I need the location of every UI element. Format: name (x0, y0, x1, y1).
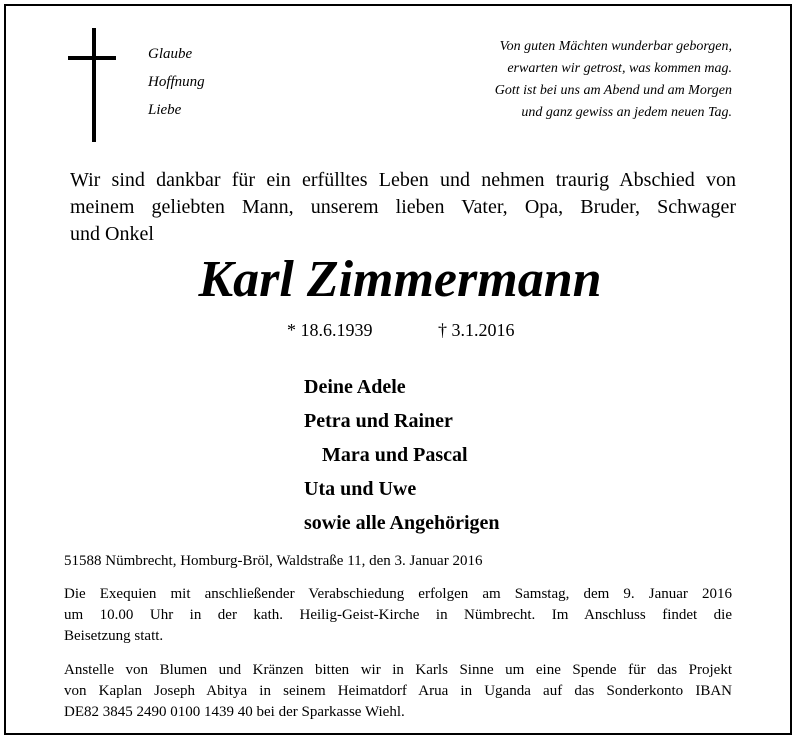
family-member: Uta und Uwe (304, 478, 417, 500)
faith-word: Glaube (148, 46, 193, 62)
birth-date: * 18.6.1939 (287, 320, 373, 340)
family-list (304, 370, 500, 540)
obituary-notice (4, 4, 792, 735)
donation-line: DE82 3845 2490 0100 1439 40 bei der Sparkasse Wiehl. (64, 704, 405, 720)
poem-line: Von guten Mächten wunderbar geborgen, (499, 39, 732, 54)
ceremony-line: Beisetzung statt. (64, 628, 164, 644)
ceremony-line: Die Exequien mit anschließender Verabschiedung erfolgen am Samstag, dem 9. Januar 2016 (64, 586, 732, 602)
family-member: Petra und Rainer (304, 410, 453, 432)
intro-line: Wir sind dankbar für ein erfülltes Leben und nehmen traurig Abschied von (70, 169, 736, 191)
donation-line: von Kaplan Joseph Abitya in seinem Heimatdorf Arua in Uganda auf das Sonderkonto IBAN (64, 683, 732, 699)
faith-word: Liebe (148, 102, 182, 118)
intro-line: und Onkel (70, 223, 154, 245)
family-member: Mara und Pascal (322, 444, 468, 466)
donation-line: Anstelle von Blumen und Kränzen bitten wir in Karls Sinne um eine Spende für das Projekt (64, 662, 732, 678)
ceremony-line: um 10.00 Uhr in der kath. Heilig-Geist-Kirche in Nümbrecht. Im Anschluss findet die (64, 607, 732, 623)
donation-paragraph (64, 660, 732, 723)
faith-words (148, 40, 205, 124)
place-date: 51588 Nümbrecht, Homburg-Bröl, Waldstraße 11, den 3. Januar 2016 (64, 553, 483, 569)
faith-word: Hoffnung (148, 74, 205, 90)
family-member: Deine Adele (304, 376, 406, 398)
death-date: † 3.1.2016 (438, 320, 515, 340)
deceased-name: Karl Zimmermann (198, 251, 602, 308)
family-member: sowie alle Angehörigen (304, 512, 500, 534)
intro-line: meinem geliebten Mann, unserem lieben Vater, Opa, Bruder, Schwager (70, 196, 736, 218)
poem-line: erwarten wir getrost, was kommen mag. (507, 61, 732, 76)
poem (495, 36, 732, 124)
cross-icon (68, 28, 108, 142)
poem-line: und ganz gewiss an jedem neuen Tag. (521, 105, 732, 120)
ceremony-paragraph (64, 584, 732, 647)
intro-text (70, 167, 736, 248)
poem-line: Gott ist bei uns am Abend und am Morgen (494, 83, 732, 98)
